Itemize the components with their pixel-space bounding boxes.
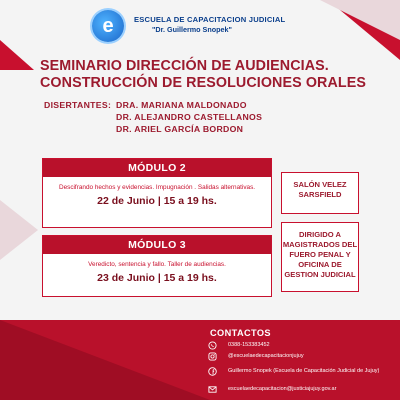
location-line: SALÓN VELEZ: [293, 180, 347, 189]
location-box: [281, 172, 359, 214]
audience-line: FUERO PENAL Y: [289, 250, 351, 259]
event-title-line-2: CONSTRUCCIÓN DE RESOLUCIONES ORALES: [40, 75, 366, 91]
location-line: SARSFIELD: [298, 190, 342, 199]
decorative-triangle-top-right-light: [320, 0, 400, 40]
module-date: 22 de Junio | 15 a 19 hs.: [97, 195, 217, 207]
module-title: MÓDULO 2: [43, 159, 271, 177]
contact-text: escuelaedecapacitacion@justiciajujuy.gov.ar: [228, 386, 337, 392]
contact-text: Guillermo Snopek (Escuela de Capacitación Judicial de Jujuy): [228, 368, 380, 374]
module-date: 23 de Junio | 15 a 19 hs.: [97, 272, 217, 284]
contacts-title: CONTACTOS: [210, 328, 271, 338]
logo-letter-icon: e: [102, 15, 114, 37]
event-title-line-1: SEMINARIO DIRECCIÓN DE AUDIENCIAS.: [40, 58, 329, 74]
school-logo: [92, 10, 124, 42]
instagram-icon: [208, 352, 217, 361]
speakers-label: DISERTANTES:: [44, 100, 112, 110]
module-description: Descifrando hechos y evidencias. Impugnación . Salidas alternativas.: [58, 184, 256, 191]
audience-box: [281, 222, 359, 292]
school-name: ESCUELA DE CAPACITACION JUDICIAL: [134, 15, 286, 24]
module-card-3: [42, 235, 272, 297]
audience-line: GESTION JUDICIAL: [284, 270, 356, 279]
module-description: Veredicto, sentencia y fallo. Taller de audiencias.: [88, 261, 226, 268]
decorative-triangle-left: [0, 40, 34, 70]
speaker-name: DR. ARIEL GARCÍA BORDON: [116, 124, 244, 134]
decorative-triangle-left-mid: [0, 200, 38, 260]
module-title: MÓDULO 3: [43, 236, 271, 254]
event-title: [40, 58, 380, 92]
audience-line: DIRIGIDO A: [299, 230, 341, 239]
school-subtitle: "Dr. Guillermo Snopek": [152, 25, 232, 34]
speakers-block: [44, 99, 262, 135]
contact-text: @escuelaedecapacitacionjujuy: [228, 353, 304, 359]
speaker-name: DR. ALEJANDRO CASTELLANOS: [116, 112, 263, 122]
audience-line: OFICINA DE: [298, 260, 342, 269]
audience-line: MAGISTRADOS DEL: [282, 240, 358, 249]
module-card-2: [42, 158, 272, 228]
facebook-icon: [208, 367, 217, 376]
email-icon: [208, 385, 217, 394]
whatsapp-icon: [208, 341, 217, 350]
speaker-name: DRA. MARIANA MALDONADO: [116, 100, 247, 110]
contact-text: 0388-153383452: [228, 342, 270, 348]
